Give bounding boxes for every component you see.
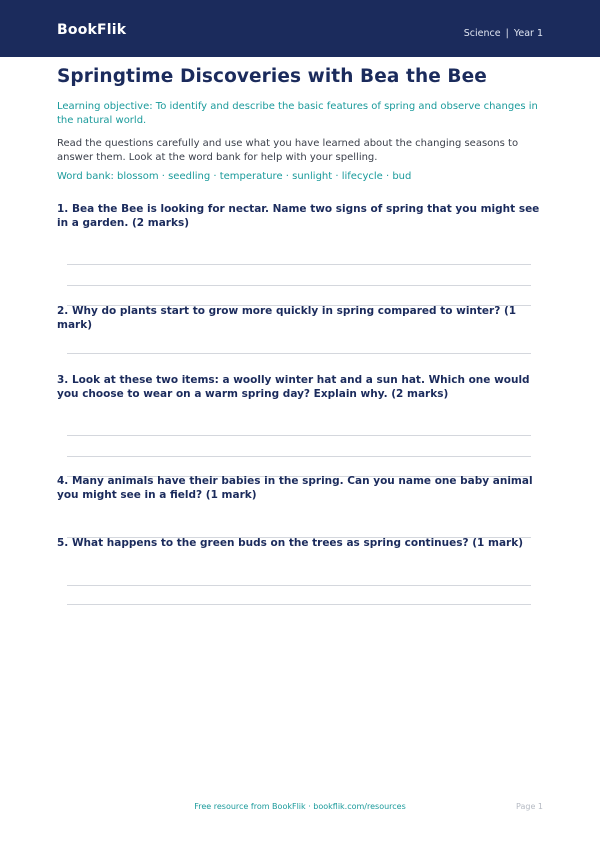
answer-line: [67, 604, 531, 605]
answer-line: [67, 264, 531, 265]
brand-logo-text: BookFlik: [57, 22, 127, 38]
page-header: [0, 0, 600, 57]
answer-line: [67, 435, 531, 436]
year-label: Year 1: [513, 28, 543, 39]
question-4: 4. Many animals have their babies in the spring. Can you name one baby animal you might see in a field? (1 mark): [57, 475, 533, 501]
answer-line: [67, 456, 531, 457]
word-bank: Word bank: blossom · seedling · temperature · sunlight · lifecycle · bud: [57, 171, 412, 182]
question-5: 5. What happens to the green buds on the trees as spring continues? (1 mark): [57, 537, 523, 549]
instructions: Read the questions carefully and use what you have learned about the changing seasons to answer them. Look at the word bank for help with your spelling.: [57, 138, 519, 163]
question-1: 1. Bea the Bee is looking for nectar. Name two signs of spring that you might see in a garden. (2 marks): [57, 203, 540, 229]
meta-separator: |: [505, 28, 509, 39]
question-2: 2. Why do plants start to grow more quickly in spring compared to winter? (1 mark): [57, 305, 517, 331]
answer-line: [67, 585, 531, 586]
worksheet-title: Springtime Discoveries with Bea the Bee: [57, 66, 487, 87]
answer-line: [67, 285, 531, 286]
page-number: Page 1: [516, 802, 543, 811]
header-meta: [464, 28, 543, 39]
question-3: 3. Look at these two items: a woolly winter hat and a sun hat. Which one would you choose to wear on a warm spring day? Explain why. (2 marks): [57, 374, 530, 400]
footer-credit: Free resource from BookFlik · bookflik.com/resources: [194, 802, 406, 811]
answer-line: [67, 353, 531, 354]
learning-objective: Learning objective: To identify and describe the basic features of spring and observe changes in the natural world.: [57, 101, 538, 126]
subject-label: Science: [463, 28, 501, 39]
